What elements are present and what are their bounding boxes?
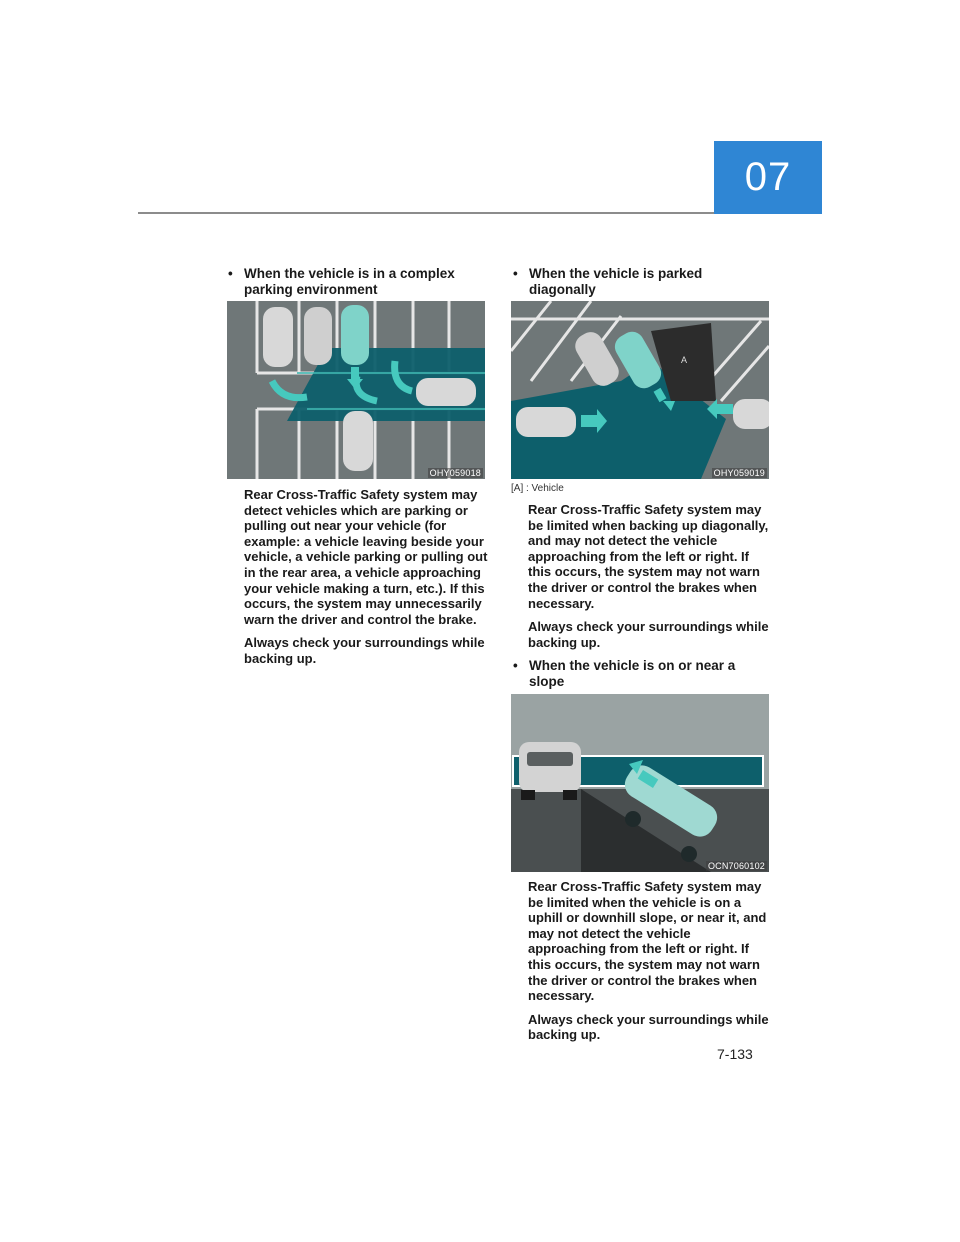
- bullet-dot: •: [513, 658, 518, 673]
- figure-code: OHY059018: [429, 468, 481, 478]
- paragraph-check: Always check your surroundings while backing up.: [528, 1011, 769, 1043]
- bullet-text: When the vehicle is parked diagonally: [529, 266, 703, 297]
- bullet-diagonal: [513, 266, 759, 298]
- bullet-complex-parking: [228, 266, 474, 298]
- chapter-tab: 07: [714, 141, 822, 214]
- figure-code: OCN7060102: [707, 861, 765, 871]
- left-paragraphs: [244, 487, 488, 675]
- label-a: A: [681, 355, 688, 365]
- paragraph-check: Always check your surroundings while backing up.: [528, 619, 769, 650]
- bullet-text: When the vehicle is in a complex parking environment: [244, 266, 455, 297]
- figure-code: OHY059019: [713, 468, 765, 478]
- bullet-dot: •: [513, 266, 518, 281]
- right-top-paragraphs: [528, 502, 772, 658]
- page-number: 7-133: [717, 1046, 753, 1062]
- paragraph-detect: Rear Cross-Traffic Safety system may detect vehicles which are parking or pulling out near your vehicle (for example: a vehicle leaving beside your vehicle, a vehicle parking or pulling out in the rear area, a vehicle approaching your vehicle making a turn, etc.). If this occurs, the system may unnecessarily warn the driver and control the brake.: [244, 487, 488, 627]
- bullet-text: When the vehicle is on or near a slope: [529, 658, 736, 689]
- figure-legend: [A] : Vehicle: [511, 483, 564, 494]
- bullet-slope: [513, 658, 759, 690]
- figure-slope: [511, 694, 769, 872]
- header-rule: [138, 212, 714, 214]
- paragraph-diagonal-limit: Rear Cross-Traffic Safety system may be limited when backing up diagonally, and may not detect the vehicle approaching from the left or right. If this occurs, the system may not warn the driver or control the brakes when necessary.: [528, 502, 769, 611]
- figure-complex-parking: [227, 301, 485, 479]
- right-bottom-paragraphs: [528, 879, 772, 1051]
- paragraph-check: Always check your surroundings while backing up.: [244, 635, 485, 666]
- paragraph-slope-limit: Rear Cross-Traffic Safety system may be limited when the vehicle is on a uphill or downhill slope, or near it, and may not detect the vehicle approaching from the left or right. If this occurs, the system may not warn the driver or control the brakes when necessary.: [528, 879, 767, 1004]
- bullet-dot: •: [228, 266, 233, 281]
- figure-diagonal: [511, 301, 769, 479]
